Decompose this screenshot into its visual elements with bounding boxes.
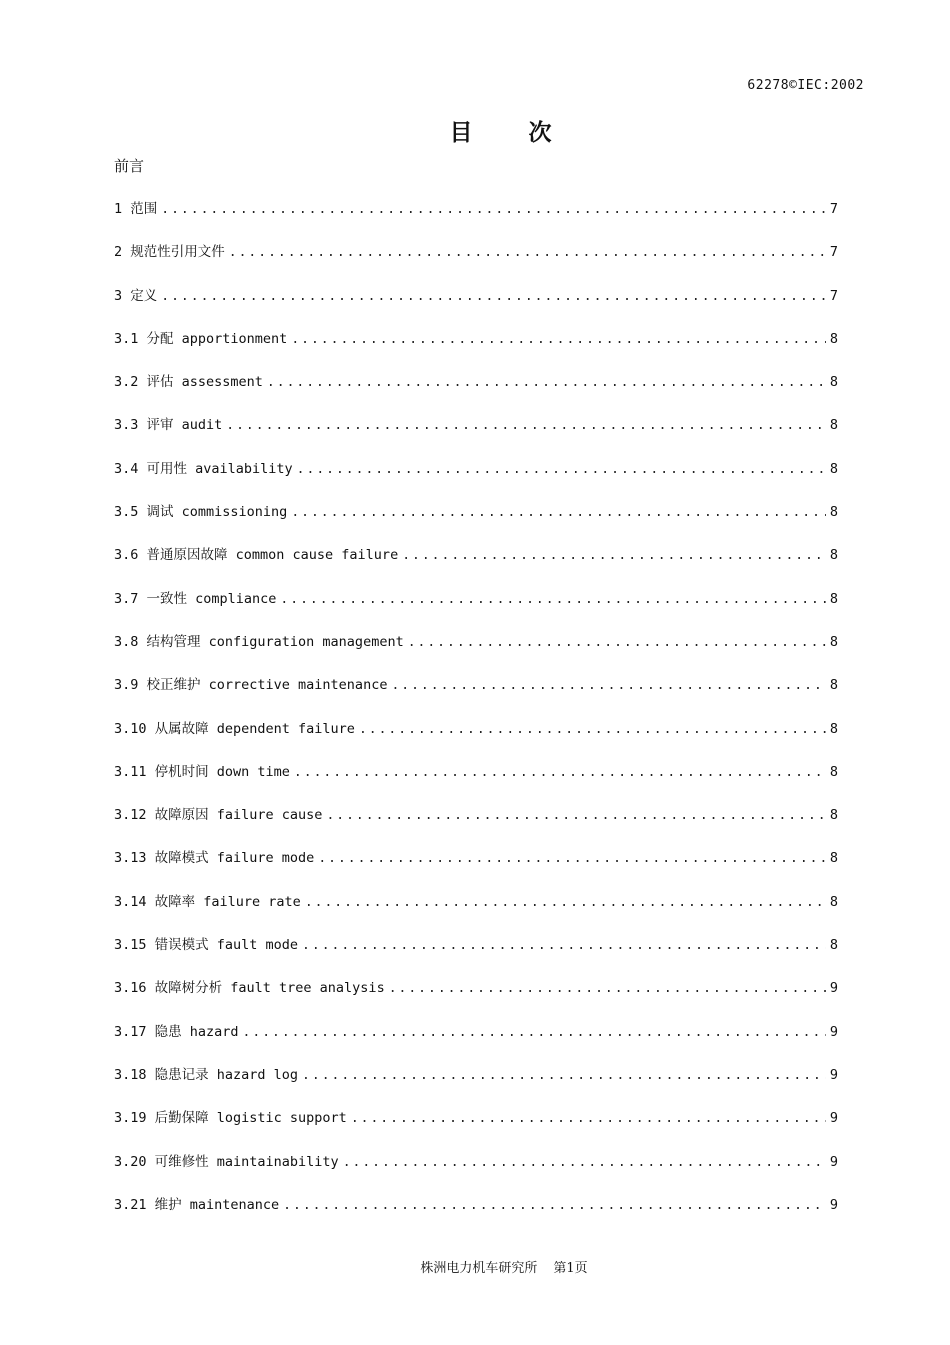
toc-leader-dots <box>351 1109 826 1129</box>
toc-entry-page: 8 <box>829 330 838 347</box>
toc-entry-page: 8 <box>829 374 838 391</box>
toc-entry-page: 8 <box>829 893 838 910</box>
toc-entry[interactable] <box>114 762 838 805</box>
toc-entry[interactable] <box>114 892 838 935</box>
toc-entry[interactable] <box>114 1022 838 1065</box>
toc-leader-dots <box>267 373 826 393</box>
toc-entry-page: 7 <box>829 244 838 261</box>
toc-leader-dots <box>389 979 826 999</box>
toc-list <box>114 199 838 1238</box>
toc-entry[interactable] <box>114 1065 838 1108</box>
toc-entry-label: 3.20 可维修性 maintainability <box>114 1153 339 1170</box>
toc-entry[interactable] <box>114 805 838 848</box>
toc-leader-dots <box>402 546 826 566</box>
toc-entry-page: 8 <box>829 417 838 434</box>
toc-entry-label: 3.9 校正维护 corrective maintenance <box>114 677 388 694</box>
toc-entry-page: 9 <box>829 1153 838 1170</box>
toc-entry[interactable] <box>114 459 838 502</box>
toc-entry-label: 3.17 隐患 hazard <box>114 1023 239 1040</box>
toc-entry-page: 8 <box>829 720 838 737</box>
toc-entry-page: 9 <box>829 1196 838 1213</box>
toc-entry-label: 3.2 评估 assessment <box>114 374 263 391</box>
page-footer <box>0 1257 950 1276</box>
toc-leader-dots <box>243 1023 826 1043</box>
toc-entry-page: 8 <box>829 504 838 521</box>
toc-leader-dots <box>161 200 826 220</box>
toc-entry[interactable] <box>114 978 838 1021</box>
toc-entry-page: 8 <box>829 763 838 780</box>
toc-entry-label: 3.3 评审 audit <box>114 417 223 434</box>
toc-entry-label: 3.8 结构管理 configuration management <box>114 633 404 650</box>
toc-entry-label: 1 范围 <box>114 201 158 217</box>
toc-entry-page: 8 <box>829 807 838 824</box>
toc-leader-dots <box>280 590 825 610</box>
toc-title: 目 次 <box>449 120 576 146</box>
footer-organization: 株洲电力机车研究所 <box>420 1261 538 1276</box>
toc-entry-label: 3.6 普通原因故障 common cause failure <box>114 547 399 564</box>
toc-entry-label: 3.5 调试 commissioning <box>114 504 288 521</box>
toc-entry-page: 8 <box>829 937 838 954</box>
toc-leader-dots <box>343 1153 826 1173</box>
toc-leader-dots <box>229 243 826 263</box>
toc-leader-dots <box>359 720 826 740</box>
toc-entry-page: 7 <box>829 287 838 304</box>
toc-entry[interactable] <box>114 632 838 675</box>
toc-entry[interactable] <box>114 329 838 372</box>
toc-leader-dots <box>161 287 826 307</box>
toc-entry-label: 2 规范性引用文件 <box>114 244 225 261</box>
toc-leader-dots <box>408 633 826 653</box>
toc-entry[interactable] <box>114 242 838 285</box>
toc-entry[interactable] <box>114 415 838 458</box>
toc-entry[interactable] <box>114 1195 838 1238</box>
toc-entry-label: 3.4 可用性 availability <box>114 460 293 477</box>
toc-entry-page: 7 <box>829 201 838 217</box>
toc-entry[interactable] <box>114 1152 838 1195</box>
toc-entry-page: 8 <box>829 850 838 867</box>
toc-entry-label: 3.21 维护 maintenance <box>114 1196 280 1213</box>
toc-entry-label: 3.18 隐患记录 hazard log <box>114 1066 299 1083</box>
toc-leader-dots <box>291 503 826 523</box>
toc-entry-label: 3.10 从属故障 dependent failure <box>114 720 355 737</box>
toc-leader-dots <box>291 330 826 350</box>
toc-entry[interactable] <box>114 589 838 632</box>
toc-entry[interactable] <box>114 719 838 762</box>
toc-leader-dots <box>391 676 825 696</box>
toc-leader-dots <box>302 1066 826 1086</box>
toc-entry[interactable] <box>114 935 838 978</box>
toc-entry[interactable] <box>114 199 838 242</box>
toc-entry[interactable] <box>114 286 838 329</box>
toc-entry-label: 3.14 故障率 failure rate <box>114 893 301 910</box>
toc-leader-dots <box>297 460 826 480</box>
toc-entry-label: 3.12 故障原因 failure cause <box>114 807 323 824</box>
toc-entry[interactable] <box>114 848 838 891</box>
document-code: 62278©IEC:2002 <box>747 78 864 93</box>
toc-leader-dots <box>283 1196 826 1216</box>
toc-leader-dots <box>302 936 826 956</box>
toc-entry-page: 8 <box>829 590 838 607</box>
toc-leader-dots <box>294 763 826 783</box>
toc-entry-page: 8 <box>829 633 838 650</box>
toc-leader-dots <box>326 806 825 826</box>
toc-preface-entry[interactable]: 前言 <box>114 157 145 175</box>
toc-leader-dots <box>226 416 826 436</box>
toc-entry-label: 3.1 分配 apportionment <box>114 330 288 347</box>
footer-page-number: 第1页 <box>553 1261 588 1276</box>
toc-leader-dots <box>318 849 826 869</box>
toc-entry-label: 3.13 故障模式 failure mode <box>114 850 315 867</box>
toc-entry-page: 9 <box>829 1066 838 1083</box>
toc-entry[interactable] <box>114 675 838 718</box>
toc-entry[interactable] <box>114 1108 838 1151</box>
toc-entry-label: 3.16 故障树分析 fault tree analysis <box>114 980 385 997</box>
toc-entry-page: 8 <box>829 547 838 564</box>
toc-entry-page: 9 <box>829 1110 838 1127</box>
toc-entry[interactable] <box>114 545 838 588</box>
toc-leader-dots <box>305 893 826 913</box>
toc-entry-page: 8 <box>829 460 838 477</box>
toc-entry-label: 3.11 停机时间 down time <box>114 763 290 780</box>
toc-entry-label: 3 定义 <box>114 287 158 304</box>
toc-entry-label: 3.19 后勤保障 logistic support <box>114 1110 347 1127</box>
toc-entry[interactable] <box>114 372 838 415</box>
toc-entry[interactable] <box>114 502 838 545</box>
toc-entry-label: 3.7 一致性 compliance <box>114 590 277 607</box>
toc-entry-page: 8 <box>829 677 838 694</box>
toc-entry-page: 9 <box>829 980 838 997</box>
toc-entry-label: 3.15 错误模式 fault mode <box>114 937 299 954</box>
toc-entry-page: 9 <box>829 1023 838 1040</box>
